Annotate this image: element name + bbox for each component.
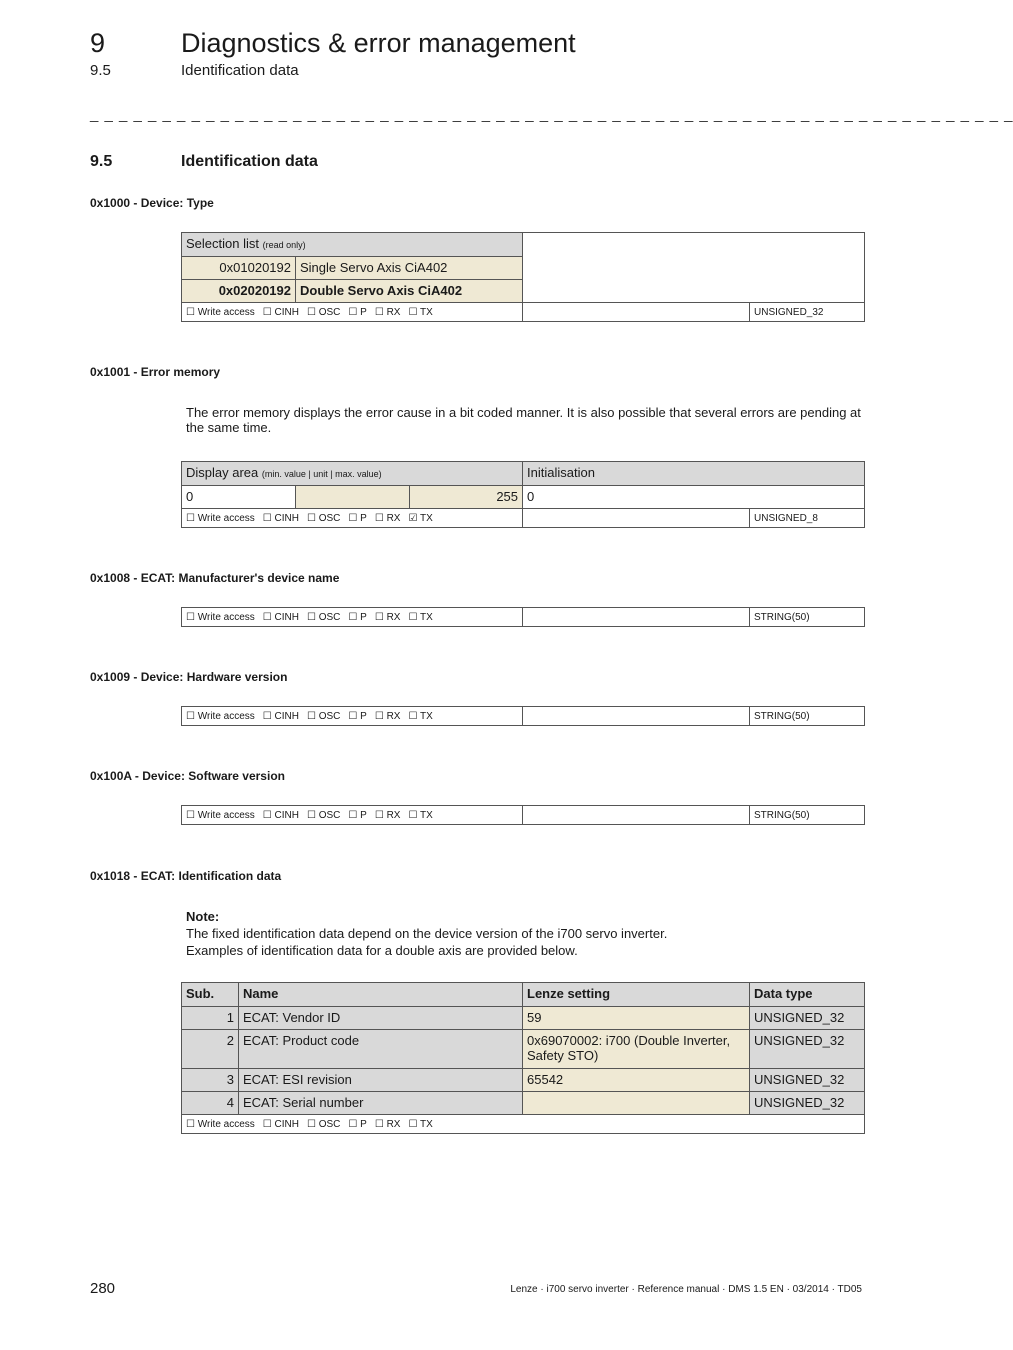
col-header-setting: Lenze setting [523, 983, 750, 1007]
flag-rx: ☐ RX [374, 1119, 401, 1130]
flag-tx: ☐ TX [408, 711, 433, 722]
cell-type: UNSIGNED_32 [750, 1092, 865, 1115]
note-line-2: Examples of identification data for a double axis are provided below. [186, 943, 578, 958]
empty-cell [523, 233, 865, 303]
note-block [186, 908, 862, 959]
flag-rx: ☐ RX [374, 307, 401, 318]
empty-cell [523, 608, 750, 627]
flag-write-access: ☐ Write access [186, 612, 255, 623]
cell-type: UNSIGNED_32 [750, 1069, 865, 1092]
flag-cinh: ☐ CINH [262, 810, 299, 821]
cell-setting: 0x69070002: i700 (Double Inverter, Safety STO) [523, 1030, 750, 1069]
footer-text: Lenze · i700 servo inverter · Reference manual · DMS 1.5 EN · 03/2014 · TD05 [510, 1284, 862, 1295]
display-area-label: Display area [186, 465, 259, 480]
param-table-1009 [181, 706, 865, 726]
flag-rx: ☐ RX [374, 810, 401, 821]
flag-p: ☐ P [348, 1119, 367, 1130]
max-value: 255 [410, 486, 523, 509]
display-area-header [182, 462, 523, 486]
access-flags [182, 806, 523, 825]
param-table-1008 [181, 607, 865, 627]
param-table-100a [181, 805, 865, 825]
cell-type: UNSIGNED_32 [750, 1007, 865, 1030]
option-value: 0x01020192 [182, 257, 296, 280]
flag-tx: ☐ TX [408, 810, 433, 821]
initialisation-header: Initialisation [523, 462, 865, 486]
table-row [182, 1069, 865, 1092]
flag-osc: ☐ OSC [306, 612, 341, 623]
subchapter-title: Identification data [181, 62, 299, 79]
flag-tx: ☐ TX [408, 612, 433, 623]
chapter-title: Diagnostics & error management [181, 28, 576, 58]
object-heading-1000: 0x1000 - Device: Type [90, 196, 214, 210]
cell-name: ECAT: Serial number [239, 1092, 523, 1115]
empty-cell [523, 303, 750, 322]
flag-rx: ☐ RX [374, 711, 401, 722]
cell-name: ECAT: Product code [239, 1030, 523, 1069]
flag-p: ☐ P [348, 711, 367, 722]
option-value: 0x02020192 [182, 280, 296, 303]
cell-type: UNSIGNED_32 [750, 1030, 865, 1069]
access-flags [182, 509, 523, 528]
access-flags [182, 303, 523, 322]
table-header-row [182, 983, 865, 1007]
chapter-number: 9 [90, 28, 106, 58]
subchapter-number: 9.5 [90, 62, 111, 79]
flag-rx: ☐ RX [374, 513, 401, 524]
section-title: Identification data [181, 153, 318, 170]
data-type: UNSIGNED_8 [750, 509, 865, 528]
param-table-1001 [181, 461, 865, 528]
note-line-1: The fixed identification data depend on the device version of the i700 servo inverter. [186, 926, 668, 941]
object-heading-1018: 0x1018 - ECAT: Identification data [90, 869, 282, 883]
flag-cinh: ☐ CINH [262, 612, 299, 623]
col-header-type: Data type [750, 983, 865, 1007]
flag-osc: ☐ OSC [306, 1119, 341, 1130]
flag-p: ☐ P [348, 513, 367, 524]
flag-p: ☐ P [348, 810, 367, 821]
init-value: 0 [523, 486, 865, 509]
error-memory-description: The error memory displays the error cause in a bit coded manner. It is also possible that several errors are pending at the same time. [186, 405, 861, 435]
flag-osc: ☐ OSC [306, 513, 341, 524]
flag-osc: ☐ OSC [306, 711, 341, 722]
flag-cinh: ☐ CINH [262, 307, 299, 318]
flag-p: ☐ P [348, 307, 367, 318]
flag-write-access: ☐ Write access [186, 810, 255, 821]
flag-osc: ☐ OSC [306, 307, 341, 318]
data-type: UNSIGNED_32 [750, 303, 865, 322]
cell-setting: 59 [523, 1007, 750, 1030]
access-flags [182, 608, 523, 627]
flag-cinh: ☐ CINH [262, 513, 299, 524]
cell-sub: 3 [182, 1069, 239, 1092]
option-label: Double Servo Axis CiA402 [296, 280, 523, 303]
flag-write-access: ☐ Write access [186, 513, 255, 524]
cell-setting: 65542 [523, 1069, 750, 1092]
object-heading-1001: 0x1001 - Error memory [90, 365, 221, 379]
object-heading-1008: 0x1008 - ECAT: Manufacturer's device name [90, 571, 340, 585]
empty-cell [523, 707, 750, 726]
access-flags [182, 707, 523, 726]
table-row [182, 1092, 865, 1115]
flag-write-access: ☐ Write access [186, 711, 255, 722]
flag-write-access: ☐ Write access [186, 307, 255, 318]
flag-cinh: ☐ CINH [262, 711, 299, 722]
note-label: Note: [186, 909, 220, 924]
cell-sub: 4 [182, 1092, 239, 1115]
selection-list-label: Selection list [186, 236, 259, 251]
display-area-note: (min. value | unit | max. value) [261, 469, 382, 479]
flag-tx: ☐ TX [408, 1119, 433, 1130]
section-number: 9.5 [90, 153, 113, 170]
data-type: STRING(50) [750, 707, 865, 726]
cell-sub: 2 [182, 1030, 239, 1069]
empty-cell [523, 509, 750, 528]
cell-sub: 1 [182, 1007, 239, 1030]
flag-osc: ☐ OSC [306, 810, 341, 821]
selection-list-header [182, 233, 523, 257]
table-row [182, 1030, 865, 1069]
unit-cell [296, 486, 410, 509]
option-label: Single Servo Axis CiA402 [296, 257, 523, 280]
param-table-1000 [181, 232, 865, 322]
subindex-table-1018 [181, 982, 865, 1134]
object-heading-100a: 0x100A - Device: Software version [90, 769, 285, 783]
flag-tx: ☐ TX [408, 307, 433, 318]
min-value: 0 [182, 486, 296, 509]
data-type: STRING(50) [750, 806, 865, 825]
cell-setting [523, 1092, 750, 1115]
header-separator: _ _ _ _ _ _ _ _ _ _ _ _ _ _ _ _ _ _ _ _ _ _ _ _ _ _ _ _ _ _ _ _ _ _ _ _ _ _ _ _ _ _ _ _ _ _ _ _ _ _ _ _ _ _ _ _ _ _ _ _ _ _ _ _ [90, 106, 1013, 123]
flag-cinh: ☐ CINH [262, 1119, 299, 1130]
cell-name: ECAT: ESI revision [239, 1069, 523, 1092]
object-heading-1009: 0x1009 - Device: Hardware version [90, 670, 288, 684]
data-type: STRING(50) [750, 608, 865, 627]
empty-cell [523, 806, 750, 825]
access-flags [182, 1115, 865, 1134]
flag-p: ☐ P [348, 612, 367, 623]
page-number: 280 [90, 1280, 116, 1297]
col-header-sub: Sub. [182, 983, 239, 1007]
flag-rx: ☐ RX [374, 612, 401, 623]
cell-name: ECAT: Vendor ID [239, 1007, 523, 1030]
selection-list-note: (read only) [262, 240, 306, 250]
flag-write-access: ☐ Write access [186, 1119, 255, 1130]
table-row [182, 1007, 865, 1030]
col-header-name: Name [239, 983, 523, 1007]
flag-tx: ☑ TX [408, 513, 433, 524]
